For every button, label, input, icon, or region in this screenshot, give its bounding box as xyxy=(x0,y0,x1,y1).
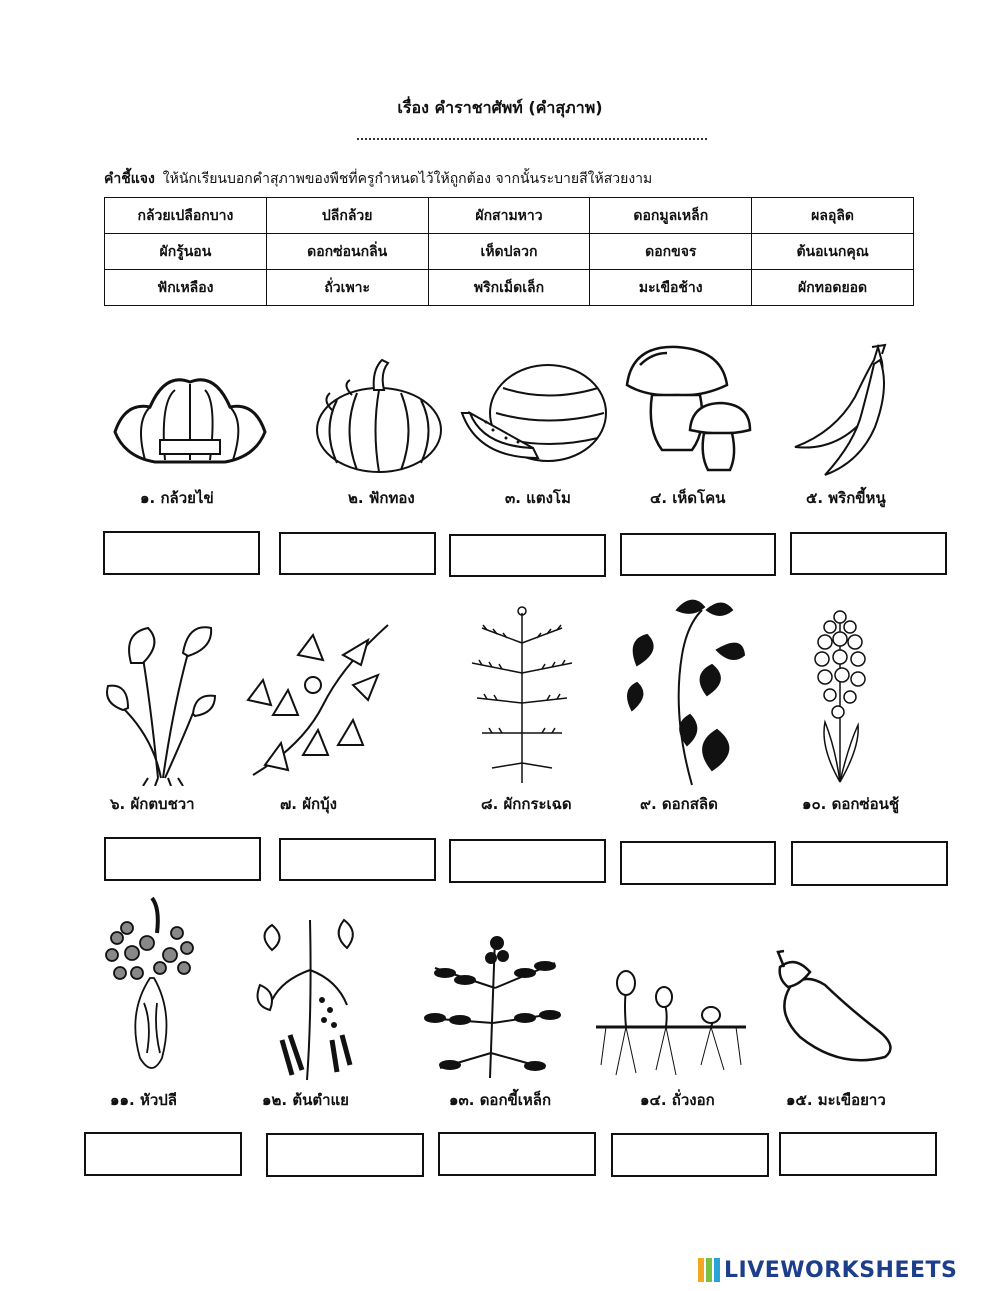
word-cell: ผักทอดยอด xyxy=(752,270,914,306)
instruction-text: ให้นักเรียนบอกคำสุภาพของพืชที่ครูกำหนดไว้ให้ถูกต้อง จากนั้นระบายสีให้สวยงาม xyxy=(162,171,653,187)
word-cell: ดอกขจร xyxy=(590,234,752,270)
answer-box-8[interactable] xyxy=(449,839,606,883)
word-cell: ผักสามหาว xyxy=(428,198,590,234)
hyacinth-flower-icon xyxy=(800,597,880,785)
morning-glory-vine-icon xyxy=(243,615,393,785)
answer-box-13[interactable] xyxy=(438,1132,596,1176)
word-cell: ฟักเหลือง xyxy=(105,270,267,306)
answer-box-5[interactable] xyxy=(790,532,947,575)
answer-box-11[interactable] xyxy=(84,1132,242,1176)
item-label: ๓. แตงโม xyxy=(505,489,571,507)
item-label: ๕. พริกขี้หนู xyxy=(806,489,886,507)
answer-box-6[interactable] xyxy=(104,837,261,881)
table-row xyxy=(105,198,914,234)
instruction-label: คำชี้แจง xyxy=(104,171,155,187)
answer-box-2[interactable] xyxy=(279,532,436,575)
table-row xyxy=(105,234,914,270)
item-label: ๑๓. ดอกขี้เหล็ก xyxy=(449,1091,552,1109)
answer-box-10[interactable] xyxy=(791,841,948,886)
item-label: ๗. ผักบุ้ง xyxy=(280,795,337,813)
answer-box-12[interactable] xyxy=(266,1133,424,1177)
answer-box-7[interactable] xyxy=(279,838,436,881)
bean-sprout-icon xyxy=(596,965,746,1080)
instruction xyxy=(104,168,652,190)
page-title: เรื่อง คำราชาศัพท์ (คำสุภาพ) xyxy=(397,98,603,117)
word-cell: ผักรู้นอน xyxy=(105,234,267,270)
word-cell: พริกเม็ดเล็ก xyxy=(428,270,590,306)
eggplant-icon xyxy=(770,947,900,1072)
mushroom-icon xyxy=(622,345,762,475)
liveworksheets-logo xyxy=(698,1255,957,1285)
cassia-flower-icon xyxy=(415,928,565,1083)
answer-box-9[interactable] xyxy=(620,841,776,885)
answer-box-3[interactable] xyxy=(449,534,606,577)
item-label: ๑๒. ต้นตำแย xyxy=(262,1091,349,1109)
word-bank-table xyxy=(104,197,914,306)
nettle-plant-icon xyxy=(252,910,364,1085)
word-cell: กล้วยเปลือกบาง xyxy=(105,198,267,234)
pumpkin-icon xyxy=(312,355,447,475)
water-mimosa-icon xyxy=(462,603,582,785)
banana-bunch-icon xyxy=(105,362,275,477)
item-label: ๑๐. ดอกซ่อนชู้ xyxy=(802,795,900,813)
liveworksheets-mark-icon xyxy=(698,1258,720,1282)
banana-blossom-icon xyxy=(102,893,197,1083)
item-label: ๒. ฟักทอง xyxy=(348,489,415,507)
item-label: ๑๑. หัวปลี xyxy=(110,1091,177,1109)
item-label: ๑๔. ถั่วงอก xyxy=(640,1091,715,1109)
item-label: ๔. เห็ดโคน xyxy=(650,489,726,507)
answer-box-1[interactable] xyxy=(103,531,260,575)
item-label: ๙. ดอกสลิด xyxy=(640,795,718,813)
answer-box-15[interactable] xyxy=(779,1132,937,1176)
table-row xyxy=(105,270,914,306)
word-cell: ถั่วเพาะ xyxy=(266,270,428,306)
watermelon-icon xyxy=(458,358,608,480)
branding-text: LIVEWORKSHEETS xyxy=(724,1257,958,1283)
chili-icon xyxy=(790,342,900,477)
item-label: ๖. ผักตบชวา xyxy=(110,795,195,813)
answer-box-4[interactable] xyxy=(620,533,776,576)
word-cell: มะเขือช้าง xyxy=(590,270,752,306)
word-cell: ผลอุลิด xyxy=(752,198,914,234)
item-label: ๑. กล้วยไข่ xyxy=(140,489,214,507)
word-cell: ดอกซ่อนกลิ่น xyxy=(266,234,428,270)
word-cell: ดอกมูลเหล็ก xyxy=(590,198,752,234)
word-cell: ปลีกล้วย xyxy=(266,198,428,234)
word-cell: ต้นอเนกคุณ xyxy=(752,234,914,270)
water-hyacinth-leaves-icon xyxy=(103,618,218,786)
answer-box-14[interactable] xyxy=(611,1133,769,1177)
cowslip-creeper-icon xyxy=(622,595,747,787)
word-cell: เห็ดปลวก xyxy=(428,234,590,270)
item-label: ๑๕. มะเขือยาว xyxy=(786,1091,886,1109)
answer-dotted-line xyxy=(357,138,707,140)
item-label: ๘. ผักกระเฉด xyxy=(481,795,572,813)
